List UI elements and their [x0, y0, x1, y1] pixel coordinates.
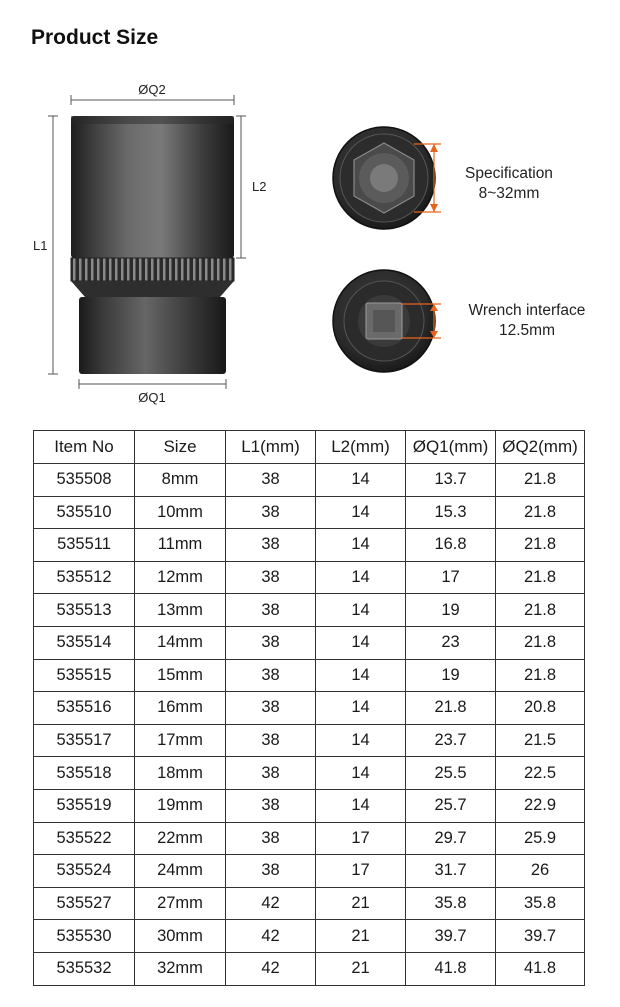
table-row: [34, 626, 585, 659]
cell-q1: 25.7: [406, 789, 496, 822]
cell-item-no: 535518: [34, 757, 135, 790]
cell-q2: 22.5: [496, 757, 585, 790]
cell-size: 19mm: [135, 789, 226, 822]
cell-l1: 42: [226, 952, 316, 985]
cell-size: 22mm: [135, 822, 226, 855]
page-title: Product Size: [31, 26, 159, 49]
cell-size: 14mm: [135, 626, 226, 659]
cell-q1: 21.8: [406, 692, 496, 725]
cell-q1: 16.8: [406, 529, 496, 562]
cell-l1: 38: [226, 594, 316, 627]
cell-q2: 21.8: [496, 561, 585, 594]
cell-l2: 17: [316, 822, 406, 855]
cell-q2: 21.8: [496, 659, 585, 692]
q2-label: ØQ2: [138, 82, 166, 97]
cell-l1: 38: [226, 626, 316, 659]
cell-q2: 41.8: [496, 952, 585, 985]
table-row: [34, 724, 585, 757]
cell-l2: 14: [316, 529, 406, 562]
cell-q2: 39.7: [496, 920, 585, 953]
cell-l1: 38: [226, 464, 316, 497]
cell-l2: 14: [316, 692, 406, 725]
wrench-interface-value: 12.5mm: [499, 322, 555, 339]
cell-item-no: 535515: [34, 659, 135, 692]
cell-l2: 14: [316, 561, 406, 594]
table-row: [34, 659, 585, 692]
cell-l2: 17: [316, 855, 406, 888]
cell-size: 27mm: [135, 887, 226, 920]
cell-q1: 31.7: [406, 855, 496, 888]
cell-q1: 19: [406, 594, 496, 627]
table-row: [34, 757, 585, 790]
cell-item-no: 535519: [34, 789, 135, 822]
cell-l2: 14: [316, 724, 406, 757]
cell-size: 32mm: [135, 952, 226, 985]
l2-label: L2: [252, 179, 267, 194]
cell-item-no: 535532: [34, 952, 135, 985]
table-row: [34, 822, 585, 855]
size-table: [33, 430, 585, 986]
header-l1: L1(mm): [226, 431, 316, 464]
cell-q2: 21.8: [496, 464, 585, 497]
cell-q1: 23: [406, 626, 496, 659]
header-size: Size: [135, 431, 226, 464]
cell-l1: 38: [226, 659, 316, 692]
cell-q1: 15.3: [406, 496, 496, 529]
cell-l2: 21: [316, 952, 406, 985]
cell-item-no: 535517: [34, 724, 135, 757]
cell-l2: 14: [316, 626, 406, 659]
cell-l1: 42: [226, 887, 316, 920]
cell-l1: 38: [226, 789, 316, 822]
header-q1: ØQ1(mm): [406, 431, 496, 464]
cell-l1: 38: [226, 822, 316, 855]
table-row: [34, 855, 585, 888]
cell-item-no: 535512: [34, 561, 135, 594]
cell-l1: 38: [226, 496, 316, 529]
cell-q1: 17: [406, 561, 496, 594]
table-row: [34, 464, 585, 497]
cell-size: 13mm: [135, 594, 226, 627]
wrench-interface-label: Wrench interface: [468, 302, 586, 319]
cell-l1: 38: [226, 855, 316, 888]
cell-q2: 25.9: [496, 822, 585, 855]
cell-q1: 35.8: [406, 887, 496, 920]
cell-size: 24mm: [135, 855, 226, 888]
cell-l1: 38: [226, 529, 316, 562]
cell-size: 18mm: [135, 757, 226, 790]
cell-q2: 35.8: [496, 887, 585, 920]
table-row: [34, 692, 585, 725]
cell-l2: 21: [316, 887, 406, 920]
cell-q2: 21.5: [496, 724, 585, 757]
cell-l2: 14: [316, 659, 406, 692]
cell-size: 12mm: [135, 561, 226, 594]
cell-item-no: 535508: [34, 464, 135, 497]
table-row: [34, 561, 585, 594]
cell-item-no: 535511: [34, 529, 135, 562]
table-row: [34, 529, 585, 562]
cell-item-no: 535514: [34, 626, 135, 659]
table-row: [34, 920, 585, 953]
specification-value: 8~32mm: [478, 185, 540, 202]
cell-item-no: 535524: [34, 855, 135, 888]
cell-item-no: 535513: [34, 594, 135, 627]
cell-l1: 38: [226, 757, 316, 790]
cell-q2: 20.8: [496, 692, 585, 725]
l1-label: L1: [33, 238, 48, 253]
cell-item-no: 535527: [34, 887, 135, 920]
cell-size: 11mm: [135, 529, 226, 562]
cell-l2: 14: [316, 789, 406, 822]
socket-dimension-diagram: [0, 0, 620, 420]
cell-item-no: 535522: [34, 822, 135, 855]
cell-q1: 13.7: [406, 464, 496, 497]
cell-item-no: 535516: [34, 692, 135, 725]
cell-size: 16mm: [135, 692, 226, 725]
cell-l2: 14: [316, 496, 406, 529]
cell-l2: 14: [316, 594, 406, 627]
socket-side-view: [71, 116, 234, 374]
cell-q1: 41.8: [406, 952, 496, 985]
cell-q1: 25.5: [406, 757, 496, 790]
cell-size: 15mm: [135, 659, 226, 692]
table-row: [34, 952, 585, 985]
table-row: [34, 887, 585, 920]
cell-q1: 23.7: [406, 724, 496, 757]
cell-q2: 21.8: [496, 594, 585, 627]
header-q2: ØQ2(mm): [496, 431, 585, 464]
header-item-no: Item No: [34, 431, 135, 464]
hex-end-view: [333, 127, 441, 229]
square-drive-end-view: [333, 270, 441, 372]
cell-q1: 29.7: [406, 822, 496, 855]
cell-q1: 19: [406, 659, 496, 692]
header-l2: L2(mm): [316, 431, 406, 464]
cell-q2: 21.8: [496, 496, 585, 529]
cell-q2: 21.8: [496, 626, 585, 659]
cell-l1: 38: [226, 561, 316, 594]
table-row: [34, 789, 585, 822]
table-row: [34, 496, 585, 529]
cell-size: 30mm: [135, 920, 226, 953]
cell-item-no: 535530: [34, 920, 135, 953]
cell-l2: 14: [316, 464, 406, 497]
table-header-row: [34, 431, 585, 464]
cell-l1: 38: [226, 724, 316, 757]
table-row: [34, 594, 585, 627]
cell-size: 17mm: [135, 724, 226, 757]
cell-size: 10mm: [135, 496, 226, 529]
cell-l1: 42: [226, 920, 316, 953]
cell-q2: 26: [496, 855, 585, 888]
cell-l2: 21: [316, 920, 406, 953]
cell-q2: 22.9: [496, 789, 585, 822]
cell-item-no: 535510: [34, 496, 135, 529]
cell-l2: 14: [316, 757, 406, 790]
specification-label: Specification: [465, 165, 553, 182]
cell-size: 8mm: [135, 464, 226, 497]
cell-q2: 21.8: [496, 529, 585, 562]
q1-label: ØQ1: [138, 390, 166, 405]
cell-l1: 38: [226, 692, 316, 725]
table-body: [34, 464, 585, 986]
cell-q1: 39.7: [406, 920, 496, 953]
